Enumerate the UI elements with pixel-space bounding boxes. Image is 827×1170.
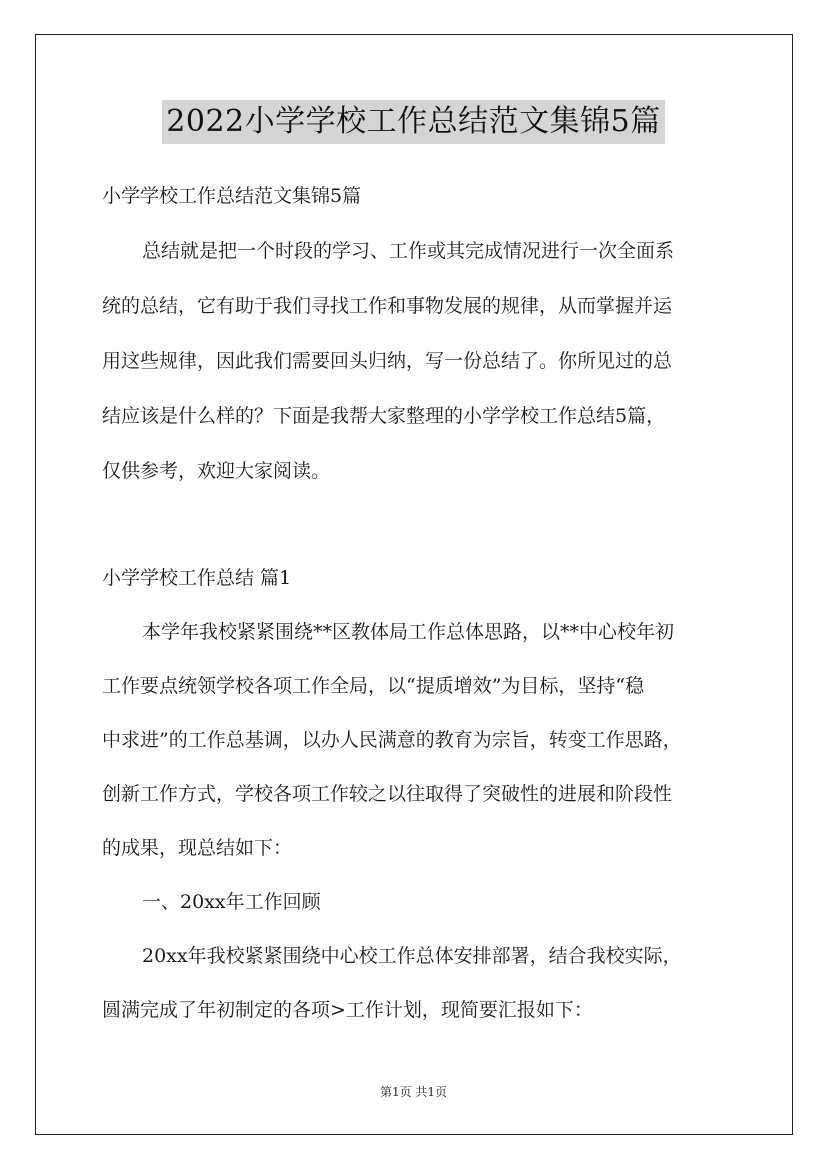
section-heading: 小学学校工作总结 篇1	[102, 567, 292, 589]
review-subheading: 一、20xx年工作回顾	[142, 891, 321, 913]
intro-line-2: 统的总结，它有助于我们寻找工作和事物发展的规律，从而掌握并运	[102, 295, 673, 317]
review-line-1: 20xx年我校紧紧围绕中心校工作总体安排部署，结合我校实际，	[142, 945, 682, 967]
intro-line-3: 用这些规律，因此我们需要回头归纳，写一份总结了。你所见过的总	[102, 350, 673, 372]
document-subtitle: 小学学校工作总结范文集锦5篇	[102, 185, 362, 207]
intro-line-5: 仅供参考，欢迎大家阅读。	[102, 460, 331, 482]
section-line-2: 工作要点统领学校各项工作全局，以“提质增效”为目标，坚持“稳	[102, 675, 645, 697]
section-line-1: 本学年我校紧紧围绕**区教体局工作总体思路，以**中心校年初	[142, 621, 675, 643]
title-container	[0, 100, 827, 144]
intro-line-1: 总结就是把一个时段的学习、工作或其完成情况进行一次全面系	[142, 240, 675, 262]
document-title: 2022小学学校工作总结范文集锦5篇	[162, 100, 664, 144]
section-line-3: 中求进”的工作总基调，以办人民满意的教育为宗旨，转变工作思路，	[102, 729, 682, 751]
intro-line-4: 结应该是什么样的？下面是我帮大家整理的小学学校工作总结5篇，	[102, 405, 666, 427]
page-footer: 第1页 共1页	[379, 1085, 448, 1099]
section-line-5: 的成果，现总结如下：	[102, 837, 293, 859]
review-line-2: 圆满完成了年初制定的各项>工作计划，现简要汇报如下：	[102, 999, 593, 1021]
section-line-4: 创新工作方式，学校各项工作较之以往取得了突破性的进展和阶段性	[102, 783, 673, 805]
